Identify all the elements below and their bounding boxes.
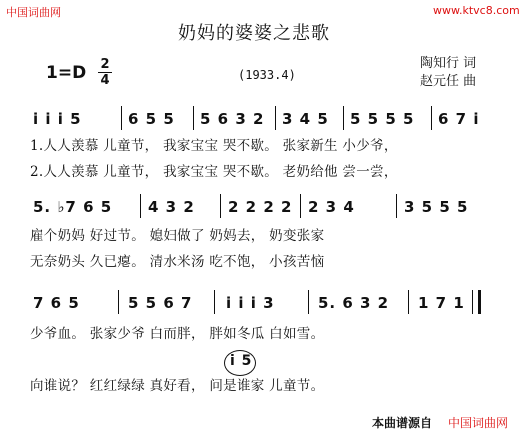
measure-1-1: i i i 5 xyxy=(33,110,82,128)
final-barline xyxy=(472,290,481,314)
measure-3-1: 7 6 5 xyxy=(33,294,80,312)
barline xyxy=(214,290,215,314)
barline xyxy=(220,194,221,218)
barline xyxy=(308,290,309,314)
measure-1-2: 6 5 5 xyxy=(128,110,175,128)
time-signature xyxy=(98,58,112,87)
meter-top: 2 xyxy=(100,57,110,72)
lyric-line-2-verse-1: 雇个奶妈 好过节。 媳妇做了 奶妈去， 奶变张家 xyxy=(30,228,325,244)
lyric-line-3-verse-1: 少爷血。 张家少爷 白而胖， 胖如冬瓜 白如雪。 xyxy=(30,326,325,342)
measure-2-4: 2 3 4 xyxy=(308,198,355,216)
measure-2-3: 2 2 2 2 xyxy=(228,198,293,216)
watermark-top-left: 中国词曲网 xyxy=(6,6,61,19)
lyric-line-1-verse-1: 1.人人羡慕 儿童节， 我家宝宝 哭不歇。 张家新生 小少爷， xyxy=(30,138,398,154)
lyricist-credit: 陶知行 词 xyxy=(420,56,477,71)
footer-source-label: 本曲谱源自 xyxy=(372,416,433,430)
barline xyxy=(118,290,119,314)
measure-3-4: 5. 6 3 2 xyxy=(318,294,390,312)
barline xyxy=(343,106,344,130)
song-title: 奶妈的婆婆之悲歌 xyxy=(178,23,330,44)
measure-1-6: 6 7 i xyxy=(438,110,480,128)
measure-3-3: i i i 3 xyxy=(226,294,275,312)
measure-1-5: 5 5 5 5 xyxy=(350,110,415,128)
barline xyxy=(140,194,141,218)
barline xyxy=(408,290,409,314)
barline xyxy=(193,106,194,130)
measure-1-3: 5 6 3 2 xyxy=(200,110,265,128)
lyric-line-1-verse-2: 2.人人羡慕 儿童节， 我家宝宝 哭不歇。 老奶给他 尝一尝， xyxy=(30,164,398,180)
meter-bottom: 4 xyxy=(100,73,110,88)
barline xyxy=(396,194,397,218)
key-signature: 1=D xyxy=(46,63,87,83)
alternate-notes: i 5 xyxy=(230,353,253,369)
measure-2-5: 3 5 5 5 xyxy=(404,198,469,216)
barline xyxy=(300,194,301,218)
composer-credit: 赵元任 曲 xyxy=(420,74,477,89)
barline xyxy=(431,106,432,130)
measure-3-2: 5 5 6 7 xyxy=(128,294,193,312)
measure-3-5: 1 7 1 xyxy=(418,294,465,312)
composition-date: (1933.4) xyxy=(238,68,296,82)
barline xyxy=(121,106,122,130)
measure-2-2: 4 3 2 xyxy=(148,198,195,216)
lyric-line-3-verse-2: 向谁说？ 红红绿绿 真好看， 问是谁家 儿童节。 xyxy=(30,378,325,394)
barline xyxy=(275,106,276,130)
measure-1-4: 3 4 5 xyxy=(282,110,329,128)
lyric-line-2-verse-2: 无奈奶头 久已瘪。 清水米汤 吃不饱， 小孩苦恼 xyxy=(30,254,325,270)
watermark-bottom-right[interactable]: 中国词曲网 xyxy=(448,416,509,430)
watermark-top-right: www.ktvc8.com xyxy=(433,4,520,17)
measure-2-1: 5. ♭7 6 5 xyxy=(33,198,113,216)
